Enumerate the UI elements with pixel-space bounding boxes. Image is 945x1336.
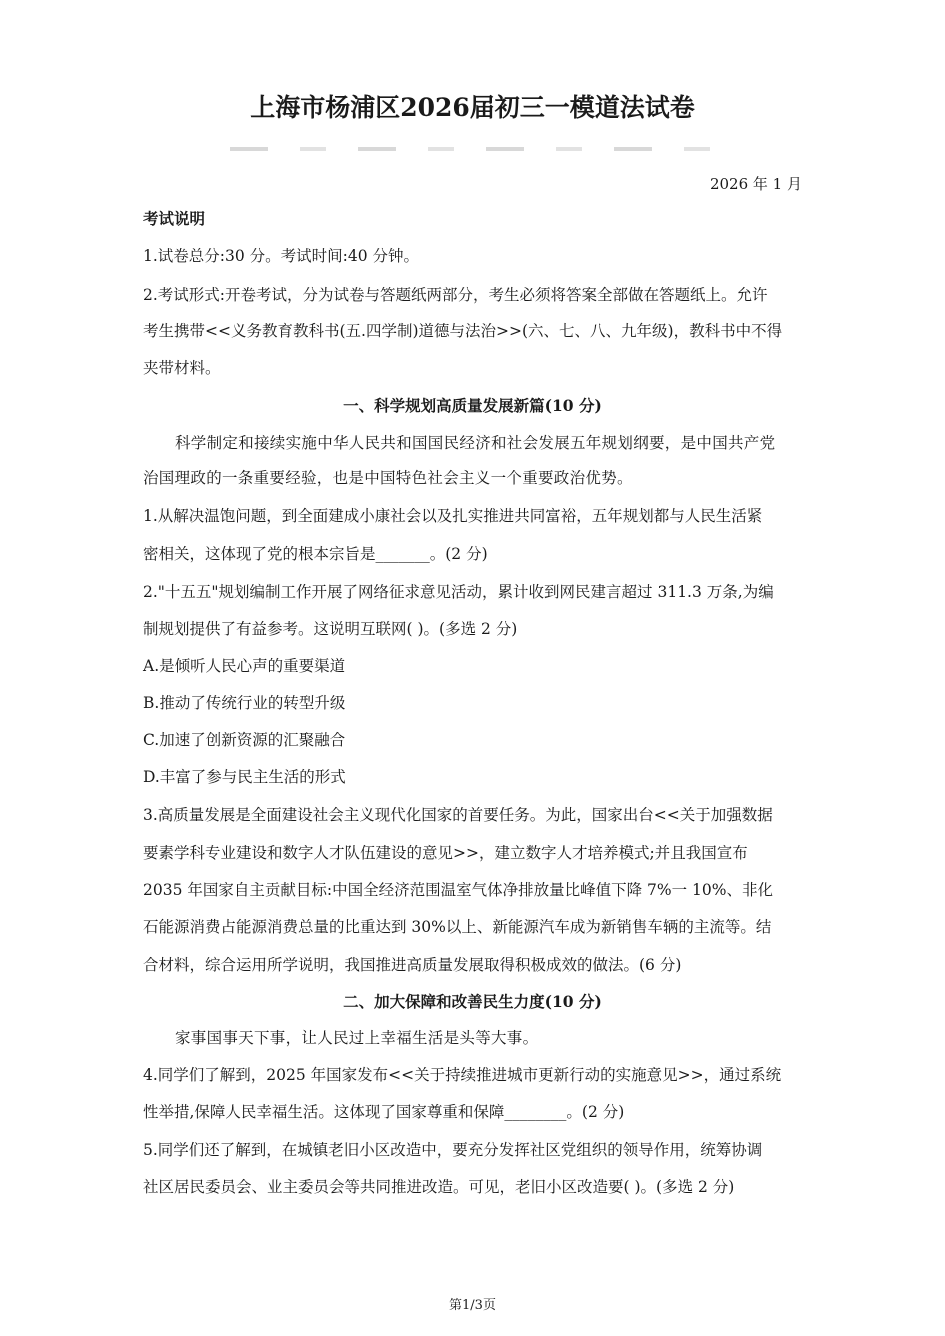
question-3: 2035 年国家自主贡献目标:中国全经济范围温室气体净排放量比峰值下降 7%一 10%、非化 [143,881,773,899]
option-c: C.加速了创新资源的汇聚融合 [143,731,346,749]
option-a: A.是倾听人民心声的重要渠道 [143,657,346,675]
question-4: 性举措,保障人民幸福生活。这体现了国家尊重和保障________。(2 分) [143,1103,625,1121]
instruction-line: 2.考试形式:开卷考试，分为试卷与答题纸两部分，考生必须将答案全部做在答题纸上。允许 [143,286,768,304]
option-b: B.推动了传统行业的转型升级 [143,694,346,712]
question-3: 3.高质量发展是全面建设社会主义现代化国家的首要任务。为此，国家出台<<关于加强数据 [143,806,773,824]
question-5: 5.同学们还了解到，在城镇老旧小区改造中，要充分发挥社区党组织的领导作用，统筹协调 [143,1141,763,1159]
instructions-heading: 考试说明 [143,209,206,228]
question-1: 1.从解决温饱问题，到全面建成小康社会以及扎实推进共同富裕，五年规划都与人民生活紧 [143,507,763,525]
section-1-intro: 科学制定和接续实施中华人民共和国国民经济和社会发展五年规划纲要，是中国共产党 [175,434,776,452]
section-1-intro: 治国理政的一条重要经验，也是中国特色社会主义一个重要政治优势。 [143,469,633,487]
page-title: 上海市杨浦区2026届初三一模道法试卷 [250,93,695,122]
question-4: 4.同学们了解到，2025 年国家发布<<关于持续推进城市更新行动的实施意见>>，通过系统 [143,1066,782,1084]
instruction-line: 夹带材料。 [143,359,221,377]
question-3: 合材料，综合运用所学说明，我国推进高质量发展取得积极成效的做法。(6 分) [143,956,682,974]
instruction-line: 考生携带<<义务教育教科书(五.四学制)道德与法治>>(六、七、八、九年级)，教科书中不得 [143,322,783,340]
question-2: 制规划提供了有益参考。这说明互联网( )。(多选 2 分) [143,620,518,638]
question-3: 要素学科专业建设和数字人才队伍建设的意见>>，建立数字人才培养模式;并且我国宣布 [143,844,748,862]
option-d: D.丰富了参与民主生活的形式 [143,768,346,786]
question-1: 密相关，这体现了党的根本宗旨是_______。(2 分) [143,545,488,563]
section-2-heading: 二、加大保障和改善民生力度(10 分) [343,992,602,1011]
exam-date: 2026 年 1 月 [709,175,802,193]
section-1-heading: 一、科学规划高质量发展新篇(10 分) [343,396,602,415]
question-2: 2."十五五"规划编制工作开展了网络征求意见活动，累计收到网民建言超过 311.3 万条,为编 [143,583,774,601]
question-3: 石能源消费占能源消费总量的比重达到 30%以上、新能源汽车成为新销售车辆的主流等。结 [143,918,772,936]
instruction-line: 1.试卷总分:30 分。考试时间:40 分钟。 [143,247,420,265]
scan-artifact-line [230,147,710,151]
section-2-intro: 家事国事天下事，让人民过上幸福生活是头等大事。 [175,1029,539,1047]
page-number: 第1/3页 [449,1298,496,1313]
question-5: 社区居民委员会、业主委员会等共同推进改造。可见，老旧小区改造要( )。(多选 2 分) [143,1178,735,1196]
